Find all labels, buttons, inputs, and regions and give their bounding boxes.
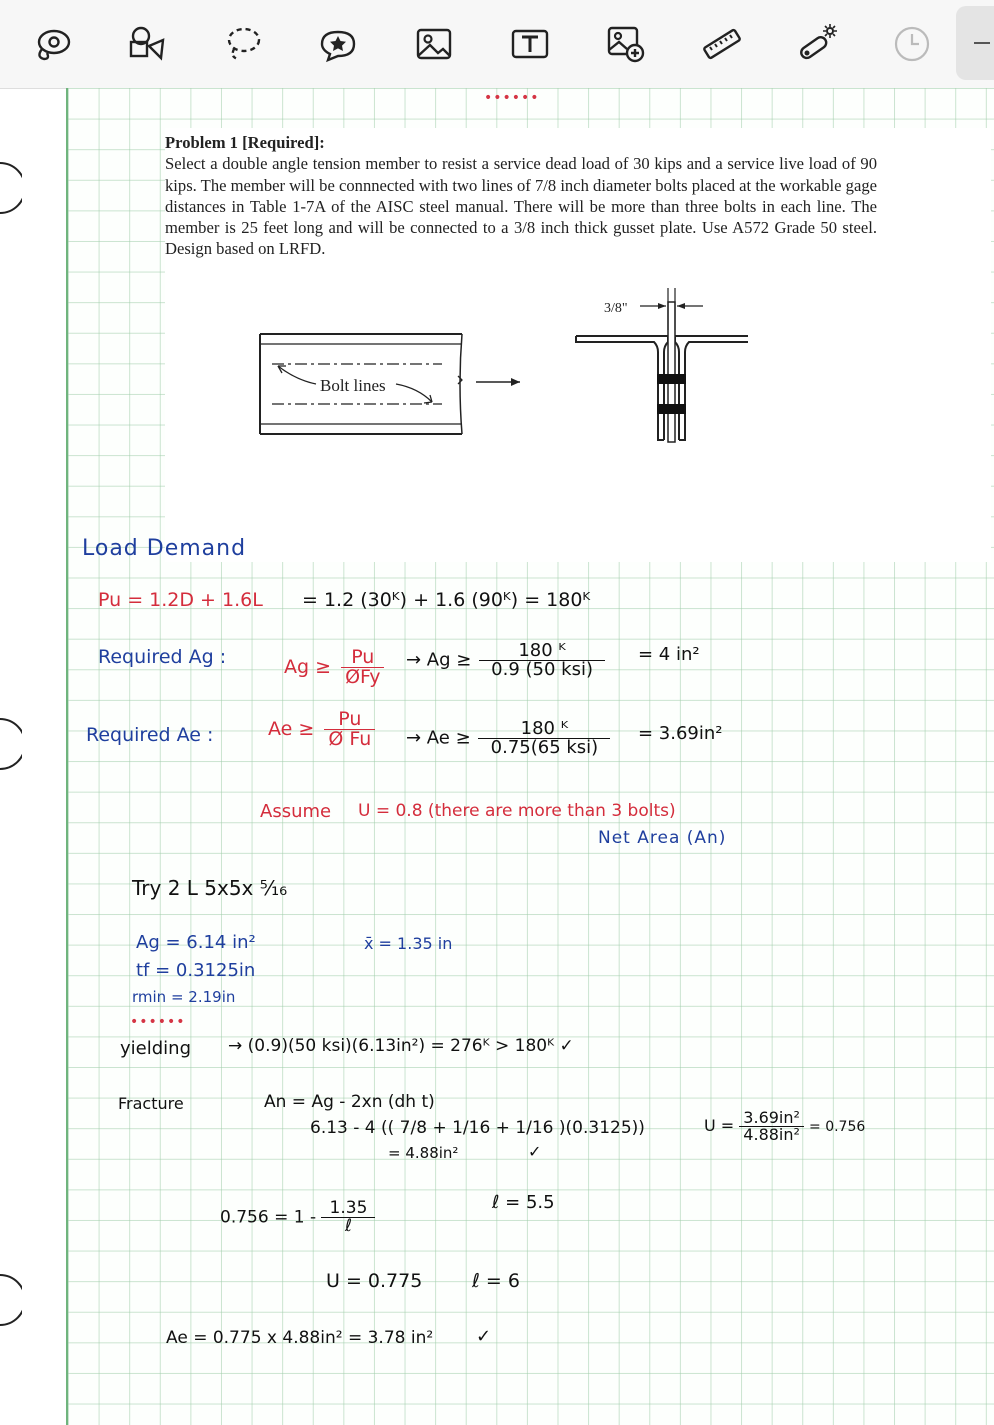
required-ae-calc: [406, 720, 610, 757]
shear-lag-equation: [220, 1200, 375, 1235]
collapse-panel-button[interactable]: [956, 6, 994, 80]
camera-tool[interactable]: [602, 20, 650, 68]
required-ae-formula: [268, 710, 375, 749]
net-area-calculation: 6.13 - 4 (( 7/8 + 1/16 + 1/16 )(0.3125)): [310, 1118, 645, 1138]
required-ag-formula: [284, 648, 384, 687]
ag-formula-num: Pu: [341, 648, 384, 668]
length-5-5: ℓ = 5.5: [492, 1192, 555, 1213]
required-ag-label: Required Ag :: [98, 646, 227, 668]
net-area-result: = 4.88in²: [388, 1144, 459, 1162]
problem-figure: [248, 288, 748, 448]
recent-tool[interactable]: [888, 20, 936, 68]
selection-dots: ••••••: [130, 1014, 186, 1030]
effective-area-check: ✓: [476, 1326, 492, 1347]
angle-elevation: [260, 334, 520, 434]
lasso-select-icon: [220, 22, 264, 66]
ag-calc-num: 180 ᴷ: [479, 642, 605, 661]
u-den: 4.88in²: [743, 1125, 800, 1144]
net-area-label: Net Area (An): [598, 828, 727, 848]
ag-calc-den: 0.9 (50 ksi): [491, 659, 593, 680]
effective-area-final: Ae = 0.775 x 4.88in² = 3.78 in²: [166, 1328, 434, 1348]
problem-statement: [165, 132, 877, 260]
u-final: U = 0.775: [326, 1270, 423, 1292]
sticker-icon: [316, 22, 360, 66]
ag-arrow: → Ag ≥: [406, 649, 472, 671]
ae-calc-num: 180 ᴷ: [478, 720, 610, 739]
binder-hole: [0, 718, 22, 770]
text-icon: [508, 22, 552, 66]
assume-u-statement: U = 0.8 (there are more than 3 bolts): [358, 801, 676, 821]
laser-tool[interactable]: [794, 20, 842, 68]
yielding-calculation: → (0.9)(50 ksi)(6.13in²) = 276ᴷ > 180ᴷ ✓: [228, 1036, 574, 1056]
ruler-icon: [700, 22, 744, 66]
ag-property: Ag = 6.14 in²: [136, 932, 256, 953]
net-area-check: ✓: [528, 1142, 542, 1161]
lasso-icon: [30, 22, 74, 66]
camera-icon: [604, 22, 648, 66]
shear-lag-den: ℓ: [344, 1216, 352, 1236]
margin-holes: [0, 88, 22, 1425]
tf-property: tf = 0.3125in: [136, 960, 256, 981]
shear-lag-lhs: 0.756 = 1 -: [220, 1207, 317, 1228]
ae-formula-num: Pu: [324, 710, 375, 730]
image-tool[interactable]: [410, 20, 458, 68]
u-result: = 0.756: [809, 1119, 866, 1135]
u-num: 3.69in²: [739, 1110, 804, 1127]
required-ae-result: = 3.69in²: [638, 723, 723, 744]
ae-arrow: → Ae ≥: [406, 727, 471, 749]
net-area-formula: An = Ag - 2xn (dh t): [264, 1092, 435, 1112]
ag-formula-den: ØFy: [345, 666, 381, 688]
problem-body: Select a double angle tension member to resist a service dead load of 30 kips and a service live load of 90 kips. The member will be connnected with two lines of 7/8 inch diameter bolts placed at the workable gage distances in Table 1-7A of the AISC steel manual. There will be more than three bolts in each line. The member is 25 feet long and will be connected to a 3/8 inch thick gusset plate. Use A572 Grade 50 steel. Design based on LRFD.: [165, 154, 877, 259]
page-indicator-dots[interactable]: ••••••: [484, 90, 540, 106]
ag-ge: Ag ≥: [284, 656, 332, 678]
required-ae-label: Required Ae :: [86, 724, 214, 746]
required-ag-result: = 4 in²: [638, 644, 700, 665]
ruler-tool[interactable]: [698, 20, 746, 68]
lasso-tool[interactable]: [28, 20, 76, 68]
pu-calculation: = 1.2 (30ᴷ) + 1.6 (90ᴷ) = 180ᴷ: [302, 589, 591, 611]
clock-icon: [890, 22, 934, 66]
angle-section: [576, 288, 748, 442]
rmin-property: rmin = 2.19in: [132, 988, 236, 1006]
minus-icon: [974, 42, 990, 44]
u-ratio: [704, 1110, 865, 1143]
binder-hole: [0, 1274, 22, 1326]
trial-section: Try 2 L 5x5x ⁵⁄₁₆: [132, 876, 288, 900]
bolt-lines-label: Bolt lines: [320, 376, 386, 395]
binder-hole: [0, 162, 22, 214]
shapes-tool[interactable]: [122, 20, 170, 68]
pu-combination: Pu = 1.2D + 1.6L: [98, 589, 263, 611]
text-tool[interactable]: [506, 20, 554, 68]
assume-label: Assume: [260, 801, 332, 822]
plate-thickness-label: 3/8": [604, 301, 628, 316]
shear-lag-num: 1.35: [321, 1200, 375, 1218]
ae-formula-den: Ø Fu: [328, 728, 372, 750]
ae-calc-den: 0.75(65 ksi): [490, 737, 599, 758]
problem-title: Problem 1 [Required]:: [165, 133, 325, 152]
xbar-property: x̄ = 1.35 in: [364, 934, 453, 953]
length-6: ℓ = 6: [472, 1270, 520, 1292]
u-eq: U =: [704, 1116, 735, 1135]
yielding-label: yielding: [120, 1038, 191, 1059]
ae-ge: Ae ≥: [268, 718, 315, 740]
image-icon: [412, 22, 456, 66]
fracture-label: Fracture: [118, 1094, 184, 1113]
laser-pointer-icon: [796, 22, 840, 66]
toolbar: [0, 0, 994, 89]
notebook-page[interactable]: [66, 88, 994, 1425]
lasso-select-tool[interactable]: [218, 20, 266, 68]
sticker-tool[interactable]: [314, 20, 362, 68]
load-demand-heading: Load Demand: [82, 536, 247, 561]
required-ag-calc: [406, 642, 605, 679]
shapes-icon: [124, 22, 168, 66]
